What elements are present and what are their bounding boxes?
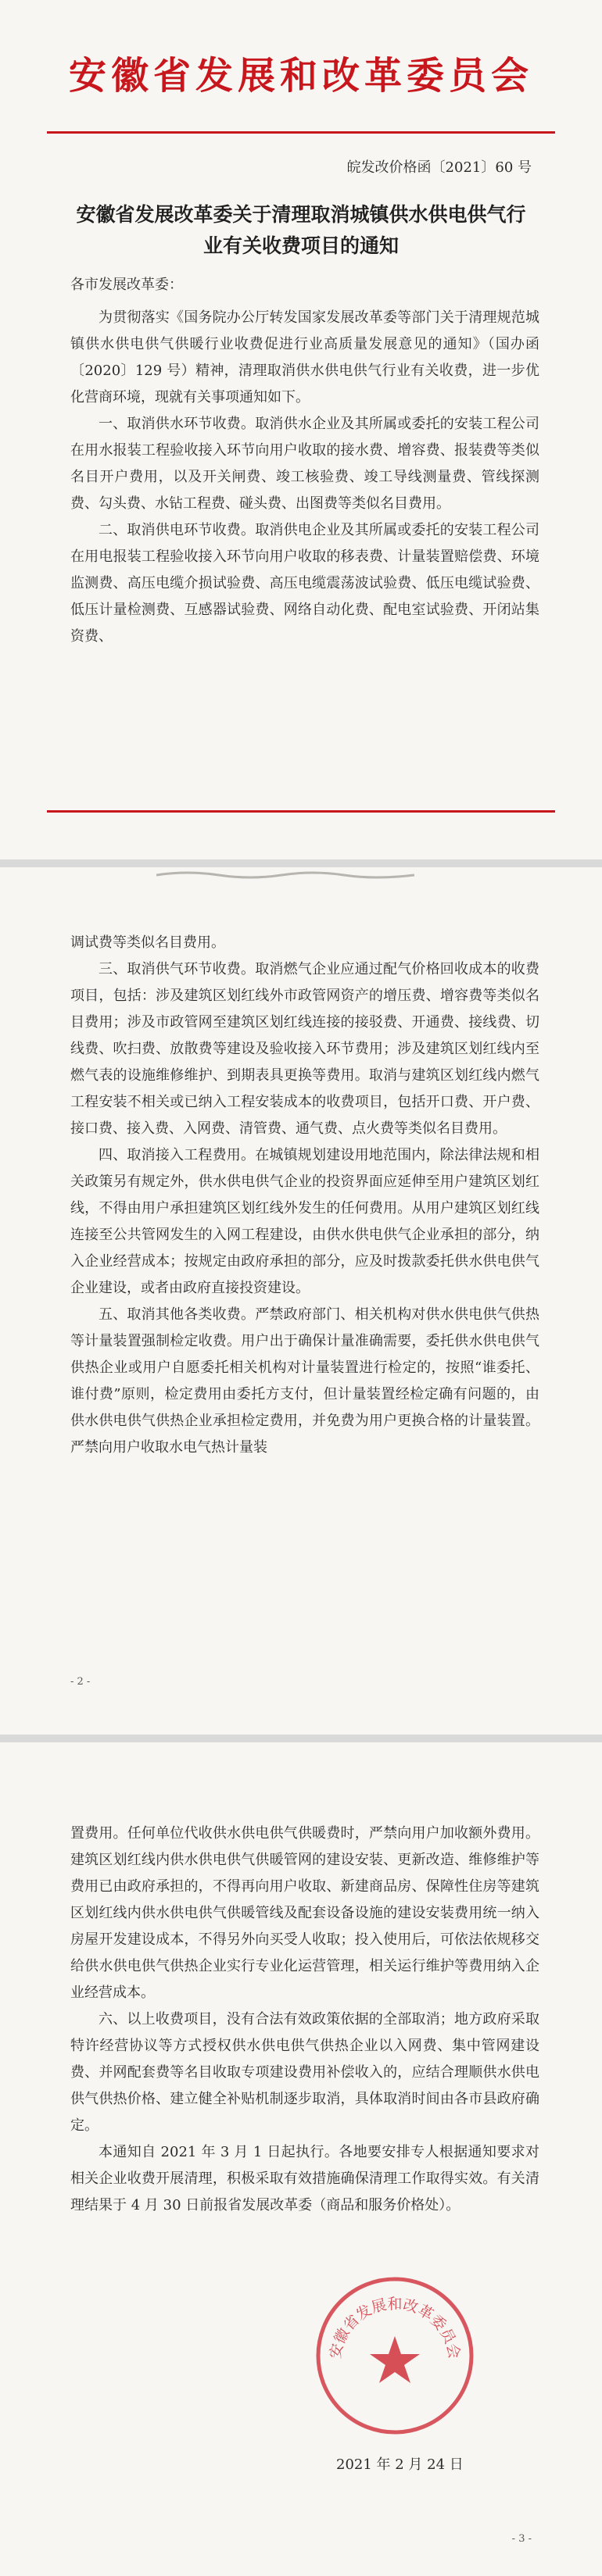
page1-body: [70, 305, 539, 789]
binding-mark: [156, 867, 414, 883]
paragraph: 调试费等类似名目费用。: [70, 934, 225, 951]
document-title: 安徽省发展改革委关于清理取消城镇供水供电供气行业有关收费项目的通知: [76, 203, 526, 257]
red-rule-top: [47, 131, 555, 134]
paragraph: 三、取消供气环节收费。取消燃气企业应通过配气价格回收成本的收费项目，包括：涉及建筑区划红线外市政管网资产的增压费、增容费等类似名目费用；涉及市政管网至建筑区划红线连接的接驳费、开通费、接线费、切线费、吹扫费、放散费等建设及验收接入环节费用；涉及建筑区划红线内至燃气表的设施维修维护、到期表具更换等费用。取消与建筑区划红线内燃气工程安装不相关或已纳入工程安装成本的收费项目，包括开口费、开户费、接口费、接入费、入网费、清管费、通气费、点火费等类似名目费用。: [70, 961, 539, 1137]
page-number: - 3 -: [511, 2533, 532, 2545]
salutation: 各市发展改革委：: [70, 277, 183, 293]
official-seal-icon: [313, 2274, 477, 2438]
document-number: 皖发改价格函〔2021〕60 号: [346, 159, 532, 176]
red-rule-bottom: [47, 810, 555, 813]
paragraph: 二、取消供电环节收费。取消供电企业及其所属或委托的安装工程公司在用电报装工程验收接入环节向用户收取的移表费、计量装置赔偿费、环境监测费、高压电缆介损试验费、高压电缆震荡波试验费、低压电缆试验费、低压计量检测费、互感器试验费、网络自动化费、配电室试验费、开闭站集资费、: [70, 522, 539, 645]
paragraph: 五、取消其他各类收费。严禁政府部门、相关机构对供水供电供气供热等计量装置强制检定收费。用户出于确保计量准确需要，委托供水供电供气供热企业或用户自愿委托相关机构对计量装置进行检定的，按照“谁委托、谁付费”原则，检定费用由委托方支付，但计量装置经检定确有问题的，由供水供电供气供热企业承担检定费用，并免费为用户更换合格的计量装置。严禁向用户收取水电气热计量装: [70, 1306, 539, 1456]
issuer-masthead: 安徽省发展和改革委员会: [68, 54, 533, 98]
svg-text:安徽省发展和改革委员会: 安徽省发展和改革委员会: [326, 2296, 464, 2360]
paragraph: 一、取消供水环节收费。取消供水企业及其所属或委托的安装工程公司在用水报装工程验收接入环节向用户收取的接水费、增容费、报装费等类似名目开户费用，以及开关闸费、竣工核验费、竣工导线测量费、管线探测费、勾头费、水钻工程费、碰头费、出图费等类似名目费用。: [70, 416, 539, 512]
page-3: [0, 1742, 602, 2576]
signature-date: 2021 年 2 月 24 日: [336, 2456, 464, 2473]
paragraph: 为贯彻落实《国务院办公厅转发国家发展改革委等部门关于清理规范城镇供水供电供气供暖行业收费促进行业高质量发展意见的通知》（国办函〔2020〕129 号）精神，清理取消供水供电供气行业有关收费，进一步优化营商环境，现就有关事项通知如下。: [70, 309, 539, 406]
page-number: - 2 -: [70, 1676, 91, 1688]
page-1: [0, 0, 602, 859]
paragraph: 四、取消接入工程费用。在城镇规划建设用地范围内，除法律法规和相关政策另有规定外，供水供电供气企业的投资界面应延伸至用户建筑区划红线，不得由用户承担建筑区划红线外发生的任何费用。从用户建筑区划红线连接至公共管网发生的入网工程建设，由供水供电供气企业承担的部分，纳入企业经营成本；按规定由政府承担的部分，应及时拨款委托供水供电供气企业建设，或者由政府直接投资建设。: [70, 1147, 539, 1296]
paragraph: 六、以上收费项目，没有合法有效政策依据的全部取消；地方政府采取特许经营协议等方式授权供水供电供气供热企业以入网费、集中管网建设费、并网配套费等名目收取专项建设费用补偿收入的，应结合理顺供水供电供气供热价格、建立健全补贴机制逐步取消，具体取消时间由各市县政府确定。: [70, 2011, 539, 2134]
page2-body: [70, 930, 539, 1664]
page-2: [0, 867, 602, 1735]
page3-body: [70, 1820, 539, 2289]
paragraph: 本通知自 2021 年 3 月 1 日起执行。各地要安排专人根据通知要求对相关企业收费开展清理，积极采取有效措施确保清理工作取得实效。有关清理结果于 4 月 30 日前报省发展改革委（商品和服务价格处）。: [70, 2144, 539, 2213]
paragraph: 置费用。任何单位代收供水供电供气供暖费时，严禁向用户加收额外费用。建筑区划红线内供水供电供气供暖管网的建设安装、更新改造、维修维护等费用已由政府承担的，不得再向用户收取、新建商品房、保障性住房等建筑区划红线内供水供电供气供暖管线及配套设备设施的建设安装费用统一纳入房屋开发建设成本，不得另外向买受人收取；投入使用后，可依法依规移交给供水供电供气供热企业实行专业化运营管理，相关运行维护等费用纳入企业经营成本。: [70, 1825, 539, 2001]
